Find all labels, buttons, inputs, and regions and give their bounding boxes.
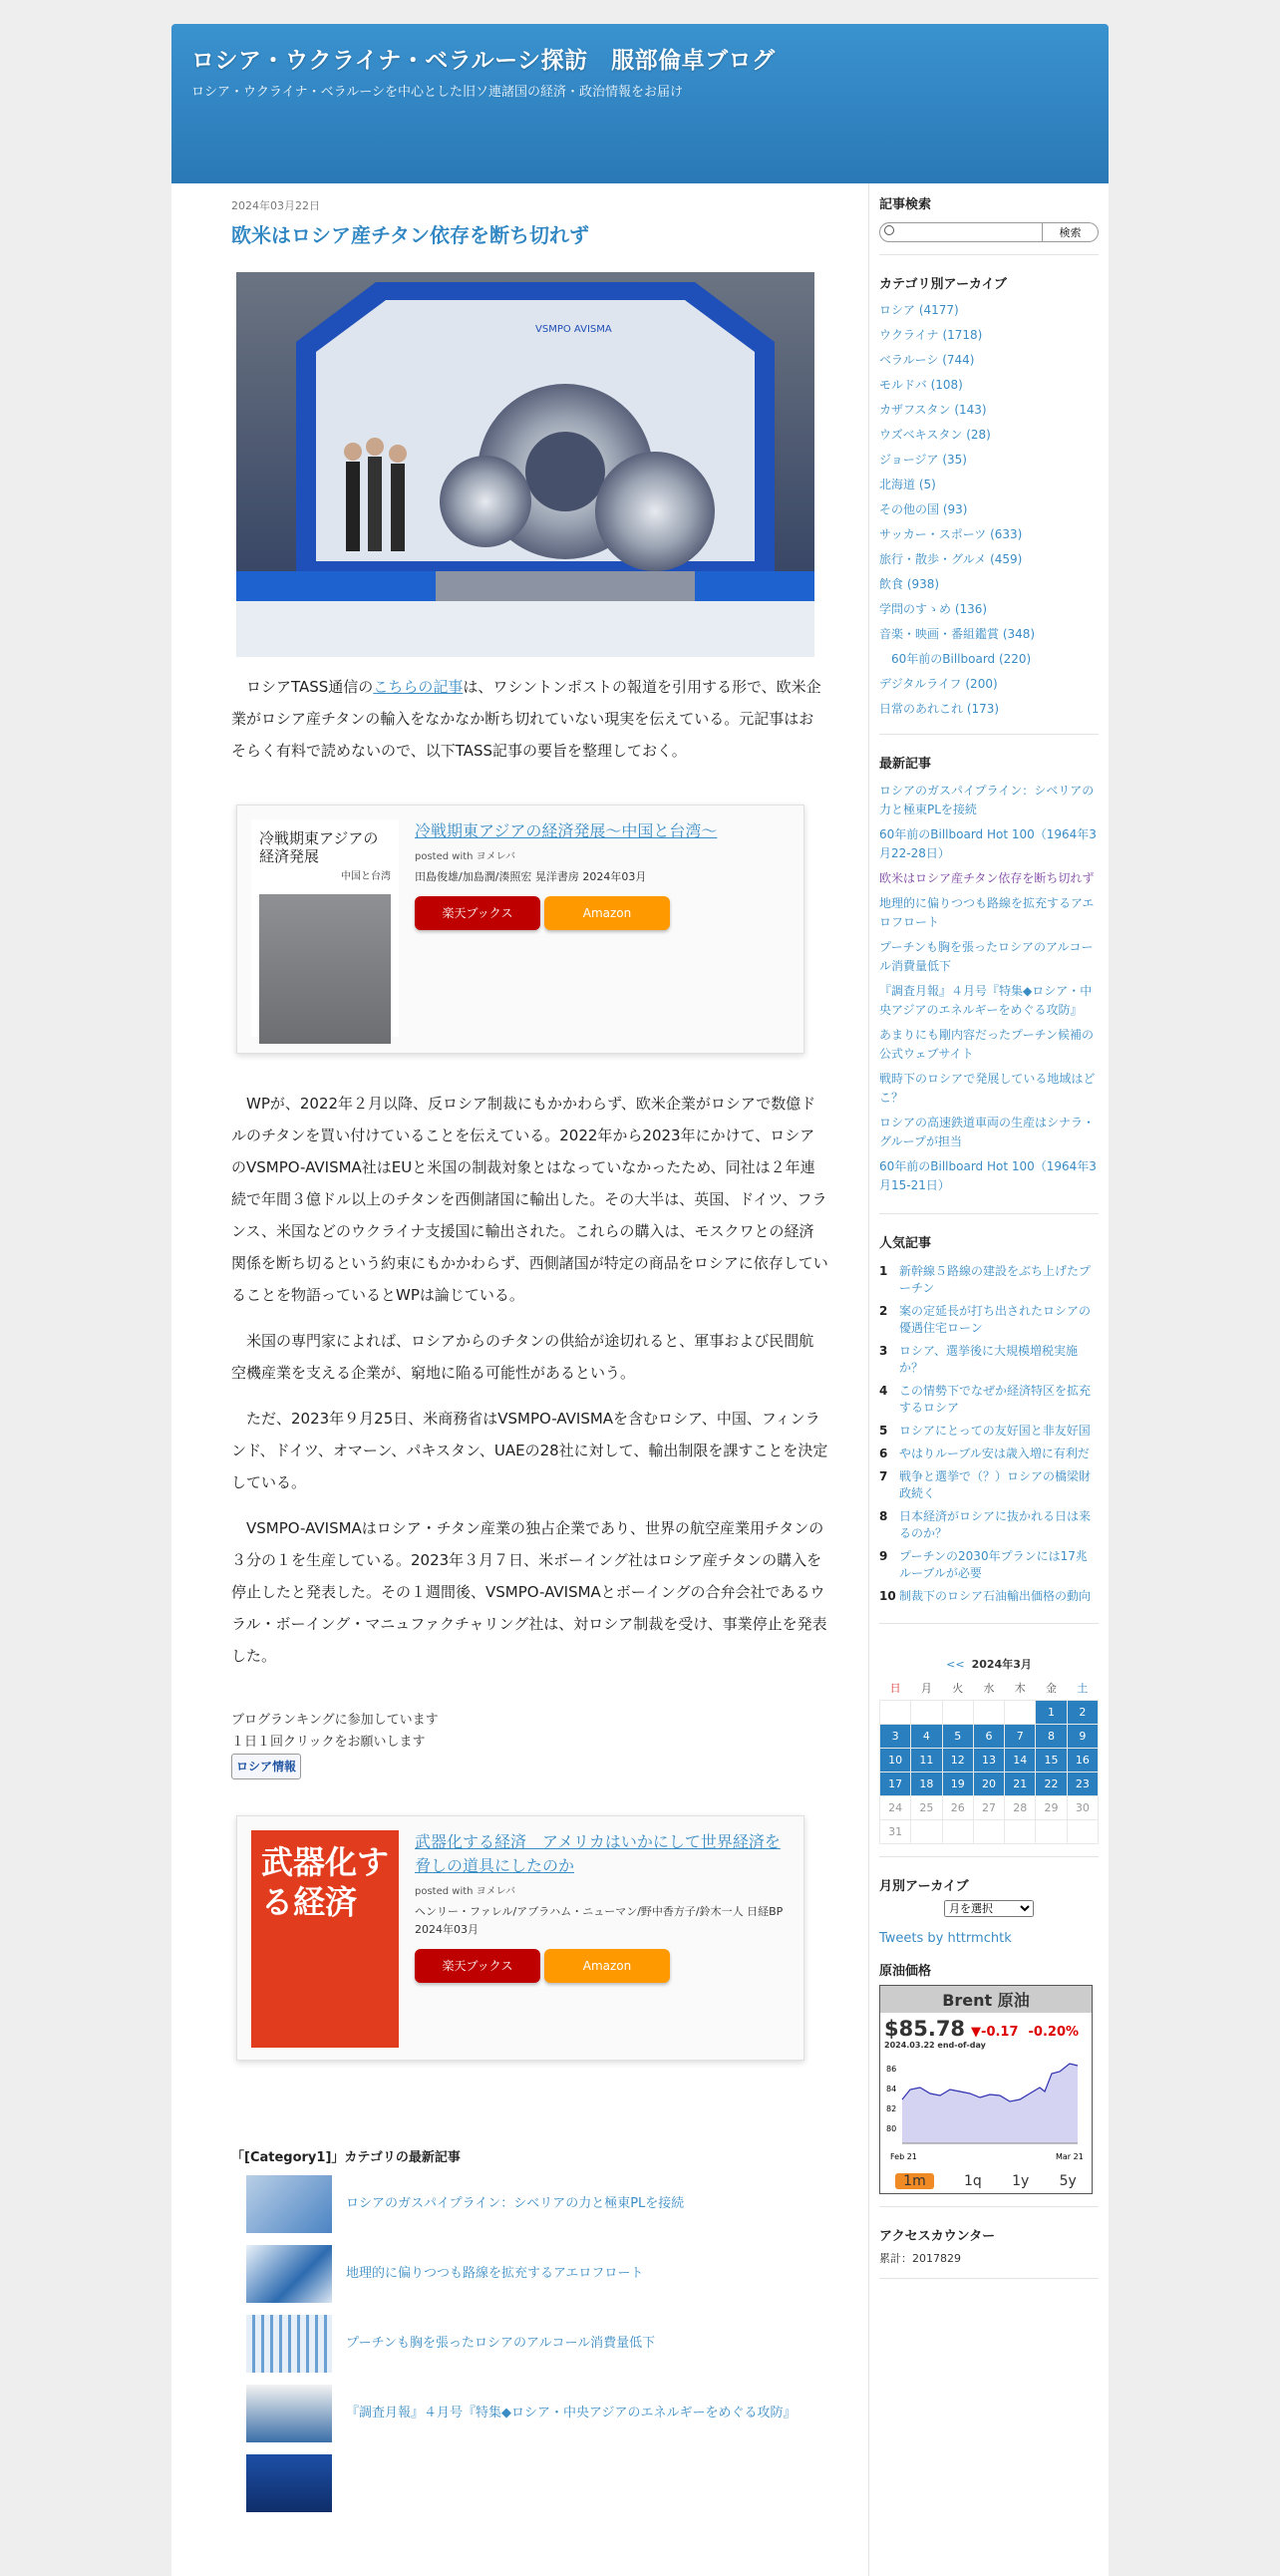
related-item [246, 2173, 828, 2235]
oil-tab-1y[interactable]: 1y [1012, 2172, 1030, 2189]
site-header [171, 24, 1109, 183]
category-link[interactable]: 日常のあれこれ (173) [879, 702, 1000, 716]
category-link[interactable]: ジョージア (35) [879, 453, 967, 467]
popular-title: 人気記事 [879, 1236, 932, 1251]
related-link[interactable]: ロシアのガスパイプライン：シベリアの力と極東PLを接続 [346, 2196, 685, 2211]
calendar-day-link[interactable]: 16 [1067, 1748, 1098, 1771]
popular-link[interactable]: やはりルーブル安は歳入増に有利だ [899, 1447, 1090, 1460]
book1-amazon-button[interactable]: Amazon [544, 896, 670, 930]
recent-link[interactable]: 60年前のBillboard Hot 100（1964年3月15-21日） [879, 1159, 1097, 1192]
oil-y-label: 80 [886, 2123, 897, 2133]
calendar-empty [1036, 1819, 1067, 1843]
monthly-select[interactable] [944, 1900, 1034, 1917]
popular-list [879, 1263, 1099, 1605]
ranking-line-2: １日１回クリックをお願いします [231, 1735, 426, 1750]
calendar-table [879, 1676, 1099, 1844]
calendar-day-link[interactable]: 7 [1005, 1724, 1036, 1748]
calendar-weekday: 土 [1077, 1681, 1089, 1695]
calendar-day: 29 [1036, 1795, 1067, 1819]
calendar-empty [911, 1819, 942, 1843]
category-link[interactable]: デジタルライフ (200) [879, 677, 998, 691]
category-title: カテゴリ別アーカイブ [879, 277, 1008, 292]
popular-link[interactable]: 日本経済がロシアに抜かれる日は来るのか？ [899, 1509, 1092, 1540]
related-item [246, 2383, 828, 2444]
recent-link[interactable]: 地理的に偏りつつも路線を拡充するアエロフロート [879, 896, 1095, 929]
oil-y-label: 86 [886, 2064, 897, 2074]
calendar-day-link[interactable]: 17 [880, 1771, 911, 1795]
category-link[interactable]: 60年前のBillboard (220) [879, 652, 1032, 666]
calendar-day-link[interactable]: 6 [973, 1724, 1004, 1748]
calendar-empty [942, 1819, 973, 1843]
counter-widget [879, 2225, 1099, 2279]
recent-link[interactable]: プーチンも胸を張ったロシアのアルコール消費量低下 [879, 940, 1094, 973]
calendar-day: 27 [973, 1795, 1004, 1819]
popular-link[interactable]: プーチンの2030年プランには17兆ルーブルが必要 [899, 1549, 1088, 1580]
book1-posted: posted with ヨメレバ [415, 851, 515, 862]
ranking-block [231, 1710, 828, 1779]
popular-item [879, 1303, 1099, 1337]
category-link[interactable]: 音楽・映画・番組鑑賞 (348) [879, 627, 1036, 641]
popular-rank: 2 [879, 1304, 888, 1318]
calendar-day-link[interactable]: 20 [973, 1771, 1004, 1795]
book2-cover-title: 武器化する経済 [261, 1843, 390, 1921]
recent-widget [879, 753, 1099, 1214]
book-info-2 [415, 1830, 790, 2046]
book-card-1 [236, 805, 804, 1054]
ranking-line-1: ブログランキングに参加しています [231, 1713, 439, 1728]
popular-item [879, 1446, 1099, 1462]
recent-link[interactable]: あまりにも剛内容だったプーチン候補の公式ウェブサイト [879, 1028, 1095, 1061]
calendar-day: 25 [911, 1795, 942, 1819]
calendar-empty [1005, 1700, 1036, 1724]
calendar-day-link[interactable]: 21 [1005, 1771, 1036, 1795]
category-link[interactable]: 旅行・散歩・グルメ (459) [879, 552, 1023, 566]
content-area [171, 183, 1109, 2576]
calendar-day-link[interactable]: 3 [880, 1724, 911, 1748]
book1-cover-art [259, 894, 391, 1044]
popular-link[interactable]: 新幹線５路線の建設をぶち上げたプーチン [899, 1264, 1092, 1295]
tweets-link[interactable]: Tweets by httrmchtk [879, 1930, 1012, 1946]
titanium-expo-image [236, 272, 814, 657]
category-link[interactable]: ベラルーシ (744) [879, 353, 975, 367]
recent-title: 最新記事 [879, 757, 932, 772]
popular-item [879, 1343, 1099, 1377]
book-cover-2[interactable] [251, 1830, 399, 2048]
popular-rank: 8 [879, 1509, 888, 1523]
calendar-weekday: 水 [983, 1681, 995, 1695]
search-icon [884, 225, 894, 235]
related-thumb[interactable] [246, 2315, 332, 2373]
book-cover-1[interactable] [251, 819, 399, 1037]
calendar-day-link[interactable]: 23 [1067, 1771, 1098, 1795]
popular-item [879, 1423, 1099, 1440]
related-list [231, 2173, 828, 2514]
post-photo [236, 272, 814, 657]
book1-title-link[interactable]: 冷戦期東アジアの経済発展〜中国と台湾〜 [415, 821, 718, 840]
post-paragraph-4: VSMPO-AVISMAはロシア・チタン産業の独占企業であり、世界の航空産業用チタンの３分の１を生産している。2023年３月７日、米ボーイング社はロシア産チタンの購入を停止したと発表した。その１週間後、VSMPO-AVISMAとボーイングの合弁会社であるウラル・ボーイング・マニュファクチャリング社は、対ロシア制裁を受け、事業停止を発表した。 [231, 1519, 827, 1665]
oil-pct: -0.20% [1028, 2024, 1080, 2040]
calendar-day-link[interactable]: 18 [911, 1771, 942, 1795]
popular-item [879, 1383, 1099, 1417]
oil-change: ▼-0.17 [971, 2024, 1019, 2040]
calendar-day-link[interactable]: 19 [942, 1771, 973, 1795]
calendar-day-link[interactable]: 9 [1067, 1724, 1098, 1748]
counter-title: アクセスカウンター [879, 2228, 996, 2244]
calendar-day-link[interactable]: 1 [1036, 1700, 1067, 1724]
recent-link[interactable]: 戦時下のロシアで発展している地域はどこ？ [879, 1072, 1096, 1105]
calendar-day-link[interactable]: 13 [973, 1748, 1004, 1771]
category-link[interactable]: 学問のすゝめ (136) [879, 602, 988, 616]
calendar-day: 30 [1067, 1795, 1098, 1819]
related-heading: 「[Category1]」カテゴリの最新記事 [231, 2150, 461, 2165]
search-button[interactable]: 検索 [1043, 222, 1099, 242]
counter-value: 累計：2017829 [879, 2251, 961, 2265]
related-item [246, 2313, 828, 2375]
search-form [879, 222, 1099, 242]
book1-cover-sub: 中国と台湾 [341, 871, 391, 882]
calendar-weekday: 金 [1046, 1681, 1058, 1695]
oil-x-end: Mar 21 [1056, 2151, 1084, 2161]
category-widget [879, 273, 1099, 735]
calendar-day: 26 [942, 1795, 973, 1819]
calendar-title: 2024年3月 [971, 1658, 1032, 1671]
post-title[interactable]: 欧米はロシア産チタン依存を断ち切れず [231, 223, 589, 247]
calendar-empty [973, 1819, 1004, 1843]
category-link[interactable]: 北海道 (5) [879, 478, 936, 491]
calendar-weekday: 月 [920, 1681, 932, 1695]
monthly-widget [879, 1875, 1099, 2207]
calendar-day-link[interactable]: 8 [1036, 1724, 1067, 1748]
category-link[interactable]: その他の国 (93) [879, 502, 968, 516]
post-paragraph-3: ただ、2023年９月25日、米商務省はVSMPO-AVISMAを含むロシア、中国、フィンランド、ドイツ、オマーン、パキスタン、UAEの28社に対して、輸出制限を課すことを決定している。 [231, 1410, 828, 1491]
calendar-empty [973, 1700, 1004, 1724]
popular-link[interactable]: この情勢下でなぜか経済特区を拡充するロシア [899, 1384, 1092, 1415]
popular-rank: 7 [879, 1469, 888, 1483]
search-title: 記事検索 [879, 197, 932, 212]
oil-price: $85.78 [884, 2016, 966, 2041]
popular-link[interactable]: 案の定延長が打ち出されたロシアの優遇住宅ローン [899, 1304, 1092, 1335]
calendar-day: 28 [1005, 1795, 1036, 1819]
related-item [246, 2452, 828, 2514]
post-intro [231, 671, 828, 767]
calendar-weekday: 日 [889, 1681, 901, 1695]
recent-link[interactable]: 『調査月報』４月号『特集◆ロシア・中央アジアのエネルギーをめぐる攻防』 [879, 984, 1093, 1017]
calendar-header [879, 1656, 1099, 1672]
post-date: 2024年03月22日 [231, 199, 320, 212]
oil-name: Brent 原油 [880, 1986, 1092, 2013]
recent-link[interactable]: 60年前のBillboard Hot 100（1964年3月22-28日） [879, 827, 1097, 860]
post-paragraph-1: WPが、2022年２月以降、反ロシア制裁にもかかわらず、欧米企業がロシアで数億ドルのチタンを買い付けていることを伝えている。2022年から2023年にかけて、ロシアのVSMPO-AVISMA社はEUと米国の制裁対象とはなっていなかったため、同社は２年連続で年間３億ドル以上のチタンを西側諸国に輸出した。その大半は、英国、ドイツ、フランス、米国などのウクライナ支援国に輸出された。これらの購入は、モスクワとの経済関係を断ち切るという約束にもかかわらず、西側諸国が特定の商品をロシアに依存していることを物語っているとWPは論じている。 [231, 1095, 828, 1304]
calendar-day-link[interactable]: 10 [880, 1748, 911, 1771]
book1-rakuten-button[interactable]: 楽天ブックス [415, 896, 540, 930]
sidebar [869, 183, 1109, 2576]
popular-rank: 10 [879, 1589, 896, 1603]
ranking-badge[interactable]: ロシア情報 [231, 1754, 301, 1779]
popular-rank: 6 [879, 1447, 888, 1460]
calendar-day-link[interactable]: 4 [911, 1724, 942, 1748]
svg-text:VSMPO AVISMA: VSMPO AVISMA [535, 324, 612, 335]
oil-widget[interactable] [879, 1985, 1093, 2194]
source-article-link[interactable]: こちらの記事 [373, 678, 464, 696]
search-input[interactable] [879, 222, 1043, 242]
popular-item [879, 1263, 1099, 1297]
popular-rank: 9 [879, 1549, 888, 1563]
oil-range-tabs [880, 2171, 1092, 2193]
oil-y-label: 84 [886, 2084, 897, 2093]
calendar-day: 24 [880, 1795, 911, 1819]
book2-title-link[interactable]: 武器化する経済 アメリカはいかにして世界経済を脅しの道具にしたのか [415, 1832, 781, 1875]
calendar-day: 31 [880, 1819, 911, 1843]
oil-x-start: Feb 21 [890, 2151, 917, 2161]
category-link[interactable]: ウクライナ (1718) [879, 328, 983, 342]
calendar-weekday: 木 [1014, 1681, 1026, 1695]
oil-tab-1q[interactable]: 1q [964, 2172, 982, 2189]
book1-authors: 田島俊雄/加島潤/湊照宏 晃洋書房 2024年03月 [415, 870, 647, 883]
oil-date: 2024.03.22 end-of-day [884, 2040, 986, 2050]
category-link[interactable]: カザフスタン (143) [879, 403, 987, 417]
calendar-weekday: 火 [952, 1681, 964, 1695]
calendar-day-link[interactable]: 14 [1005, 1748, 1036, 1771]
site-subtitle: ロシア・ウクライナ・ベラルーシを中心とした旧ソ連諸国の経済・政治情報をお届け [191, 85, 683, 100]
book-card-2 [236, 1815, 804, 2061]
book2-rakuten-button[interactable]: 楽天ブックス [415, 1949, 540, 1983]
book2-amazon-button[interactable]: Amazon [544, 1949, 670, 1983]
calendar-prev[interactable]: << [946, 1658, 965, 1671]
book1-cover-title: 冷戦期東アジアの経済発展 [259, 829, 379, 865]
post-paragraph-2: 米国の専門家によれば、ロシアからのチタンの供給が途切れると、軍事および民間航空機産業を支える企業が、窮地に陥る可能性があるという。 [231, 1332, 814, 1382]
main-column [171, 183, 869, 2576]
popular-item [879, 1548, 1099, 1582]
calendar-day-link[interactable]: 12 [942, 1748, 973, 1771]
related-thumb[interactable] [246, 2385, 332, 2442]
site-title[interactable]: ロシア・ウクライナ・ベラルーシ探訪 服部倫卓ブログ [191, 48, 776, 74]
popular-widget [879, 1232, 1099, 1624]
popular-link[interactable]: ロシアにとっての友好国と非友好国 [899, 1424, 1091, 1438]
oil-y-label: 82 [886, 2103, 897, 2113]
calendar-day-link[interactable]: 22 [1036, 1771, 1067, 1795]
intro-text-before: ロシアTASS通信の [246, 678, 374, 696]
category-link[interactable]: サッカー・スポーツ (633) [879, 527, 1023, 541]
oil-tab-5y[interactable]: 5y [1059, 2172, 1077, 2189]
category-link[interactable]: ロシア (4177) [879, 303, 959, 317]
related-link[interactable]: 地理的に偏りつつも路線を拡充するアエロフロート [346, 2266, 644, 2281]
popular-link[interactable]: 戦争と選挙で（？）ロシアの橋梁財政続く [899, 1469, 1092, 1500]
book-info-1 [415, 819, 717, 1039]
related-thumb[interactable] [246, 2454, 332, 2512]
calendar-day-link[interactable]: 15 [1036, 1748, 1067, 1771]
category-link[interactable]: モルドバ (108) [879, 378, 963, 392]
calendar-day-link[interactable]: 11 [911, 1748, 942, 1771]
popular-item [879, 1588, 1099, 1605]
recent-link[interactable]: ロシアのガスパイプライン：シベリアの力と極東PLを接続 [879, 784, 1095, 816]
intro-text-after: は、ワシントンポストの報道を引用する形で、欧米企業がロシア産チタンの輸入をなかなか断ち切れていない現実を伝えている。元記事はおそらく有料で読めないので、以下TASS記事の要旨を整理しておく。 [231, 678, 821, 760]
book2-authors: ヘンリー・ファレル/アブラハム・ニューマン/野中香方子/鈴木一人 日経BP 2024年03月 [415, 1905, 784, 1936]
popular-rank: 4 [879, 1384, 888, 1398]
search-widget [879, 193, 1099, 255]
related-link[interactable]: プーチンも胸を張ったロシアのアルコール消費量低下 [346, 2336, 656, 2351]
calendar-empty [1005, 1819, 1036, 1843]
calendar-empty [1067, 1819, 1098, 1843]
popular-rank: 5 [879, 1424, 888, 1438]
related-thumb[interactable] [246, 2175, 332, 2233]
page-wrapper [171, 24, 1109, 2576]
oil-title: 原油価格 [879, 1963, 932, 1979]
popular-item [879, 1508, 1099, 1542]
calendar-empty [911, 1700, 942, 1724]
popular-rank: 1 [879, 1264, 888, 1278]
popular-link[interactable]: 制裁下のロシア石油輸出価格の動向 [899, 1589, 1092, 1603]
calendar-widget [879, 1642, 1099, 1857]
oil-chart [880, 2050, 1092, 2167]
related-item [246, 2243, 828, 2305]
category-link[interactable]: ウズベキスタン (28) [879, 428, 991, 442]
calendar-empty [942, 1700, 973, 1724]
category-link[interactable]: 飲食 (938) [879, 577, 940, 591]
related-thumb[interactable] [246, 2245, 332, 2303]
popular-item [879, 1468, 1099, 1502]
popular-link[interactable]: ロシア、選挙後に大規模増税実施か？ [899, 1344, 1079, 1375]
popular-rank: 3 [879, 1344, 888, 1358]
monthly-title: 月別アーカイブ [879, 1878, 969, 1894]
calendar-empty [880, 1700, 911, 1724]
calendar-day-link[interactable]: 2 [1067, 1700, 1098, 1724]
recent-link-current[interactable]: 欧米はロシア産チタン依存を断ち切れず [879, 871, 1095, 885]
recent-link[interactable]: ロシアの高速鉄道車両の生産はシナラ・グループが担当 [879, 1116, 1096, 1148]
book2-posted: posted with ヨメレバ [415, 1886, 515, 1897]
related-link[interactable]: 『調査月報』４月号『特集◆ロシア・中央アジアのエネルギーをめぐる攻防』 [346, 2406, 797, 2420]
calendar-day-link[interactable]: 5 [942, 1724, 973, 1748]
oil-tab-1m[interactable]: 1m [895, 2173, 934, 2189]
